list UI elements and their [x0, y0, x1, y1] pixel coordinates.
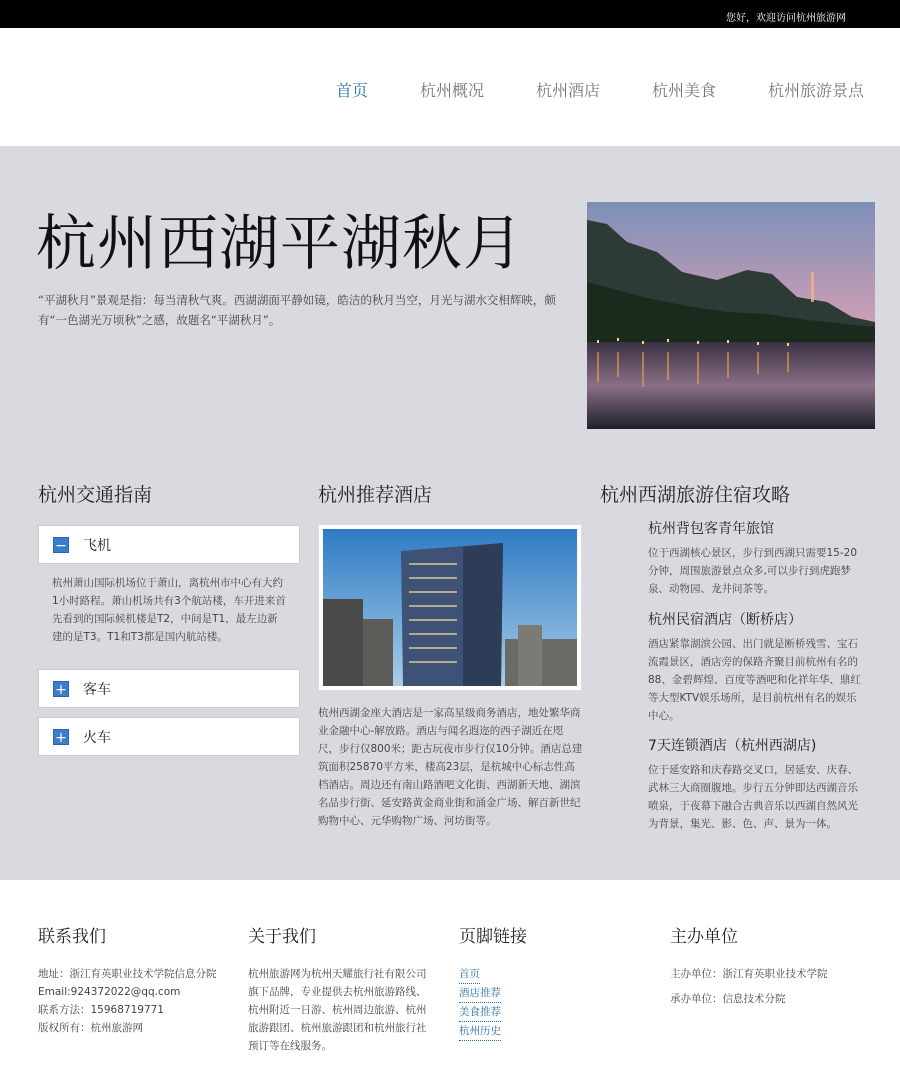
accordion-body-plane: 杭州萧山国际机场位于萧山，离杭州市中心有大约1小时路程。萧山机场共有3个航站楼，车开进来首先看到的国际候机楼是T2，中间是T1，最左边新建的是T3。T1和T3都是国内航站楼。: [52, 577, 286, 643]
contact-copyright: 版权所有：杭州旅游网: [38, 1022, 143, 1034]
footer-organizer-title: 主办单位: [670, 927, 738, 947]
organizer-undertaker: 承办单位：信息技术分院: [670, 993, 786, 1005]
main-content: [0, 146, 900, 880]
hotel-description: 杭州西湖金座大酒店是一家高星级商务酒店，地处繁华商业金融中心-解放路。酒店与闻名遐迩的西子湖近在咫尺，步行仅800米；距古玩夜市步行仅10分钟。酒店总建筑面积25870平方米，楼高23层，是杭城中心标志性高档酒店。周边还有南山路酒吧文化街、西湖新天地、湖滨名品步行街、延安路黄金商业街和涌金广场、解百新世纪购物中心、元华购物广场、河坊街等。: [318, 707, 583, 827]
accordion-item-label: 飞机: [83, 537, 111, 554]
plus-icon: +: [53, 681, 69, 697]
guide-title: 杭州西湖旅游住宿攻略: [600, 484, 791, 506]
contact-email: Email:924372022@qq.com: [38, 986, 181, 998]
nav-item-attractions[interactable]: 杭州旅游景点: [767, 81, 864, 100]
transport-title: 杭州交通指南: [38, 484, 153, 506]
nav-item-hotels[interactable]: 杭州酒店: [535, 81, 600, 100]
footer-links: [459, 922, 639, 1041]
plus-icon: +: [53, 729, 69, 745]
footer-about: [248, 922, 428, 1055]
site-footer: [0, 880, 900, 1070]
guide-item-desc: 位于西湖核心景区，步行到西湖只需要15-20分钟，周围旅游景点众多,可以步行到虎跑梦泉、动物园、龙井问茶等。: [648, 547, 858, 595]
nav-item-home[interactable]: 首页: [335, 81, 368, 100]
hotel-photo: [318, 524, 582, 691]
guide-item: [648, 518, 863, 598]
transport-accordion: [38, 525, 300, 756]
accordion-item-bus[interactable]: [38, 669, 300, 708]
accordion-item-train[interactable]: [38, 717, 300, 756]
main-nav: [0, 28, 900, 146]
hero-description: “平湖秋月”景观是指：每当清秋气爽。西湖湖面平静如镜，皓洁的秋月当空，月光与湖水交相辉映，颇有“一色湖光万顷秋”之感，故题名“平湖秋月”。: [38, 293, 556, 327]
guide-item-name: 杭州背包客青年旅馆: [648, 521, 774, 537]
accordion-item-label: 客车: [83, 681, 111, 698]
hotel-title: 杭州推荐酒店: [318, 484, 433, 506]
guide-item: [648, 735, 863, 833]
guide-item-name: 7天连锁酒店（杭州西湖店): [648, 738, 817, 754]
hero-title: 杭州西湖平湖秋月: [36, 209, 524, 279]
nav-item-food[interactable]: 杭州美食: [651, 81, 716, 100]
guide-item-name: 杭州民宿酒店（断桥店）: [648, 612, 802, 628]
footer-link-hotels[interactable]: 酒店推荐: [459, 984, 501, 1003]
contact-address: 地址：浙江育英职业技术学院信息分院: [38, 968, 217, 980]
footer-about-title: 关于我们: [248, 927, 316, 947]
minus-icon: −: [53, 537, 69, 553]
guide-item-desc: 位于延安路和庆春路交叉口，居延安、庆春、武林三大商圈腹地。步行五分钟即达西湖音乐喷泉，于夜幕下融合古典音乐以西湖自然风光为背景，集光、影、色、声、景为一体。: [648, 764, 858, 830]
footer-link-home[interactable]: 首页: [459, 965, 480, 984]
footer-links-title: 页脚链接: [459, 927, 527, 947]
accordion-item-label: 火车: [83, 729, 111, 746]
west-lake-photo: [587, 202, 875, 429]
footer-organizer: [670, 922, 850, 1008]
guide-item-desc: 酒店紧靠湖滨公园、出门就是断桥残雪、宝石流霞景区，酒店旁的保路齐聚目前杭州有名的88、金碧辉煌、百度等酒吧和化祥年华、鼎红等大型KTV娱乐场所，是目前杭州有名的娱乐中心。: [648, 638, 861, 722]
footer-link-food[interactable]: 美食推荐: [459, 1003, 501, 1022]
top-bar: [0, 0, 900, 28]
guide-item: [648, 609, 863, 725]
organizer-host: 主办单位：浙江育英职业技术学院: [670, 968, 828, 980]
nav-item-overview[interactable]: 杭州概况: [419, 81, 484, 100]
contact-phone: 联系方法：15968719771: [38, 1004, 164, 1016]
footer-contact: [38, 922, 218, 1037]
footer-contact-title: 联系我们: [38, 927, 106, 947]
footer-about-text: 杭州旅游网为杭州天耀旅行社有限公司旗下品牌，专业提供去杭州旅游路线、杭州附近一日游、杭州周边旅游、杭州旅游跟团、杭州旅游跟团和杭州旅行社预订等在线服务。: [248, 968, 427, 1052]
accordion-item-plane[interactable]: [38, 525, 300, 564]
footer-link-history[interactable]: 杭州历史: [459, 1022, 501, 1041]
welcome-text: 您好，欢迎访问杭州旅游网: [726, 13, 846, 24]
